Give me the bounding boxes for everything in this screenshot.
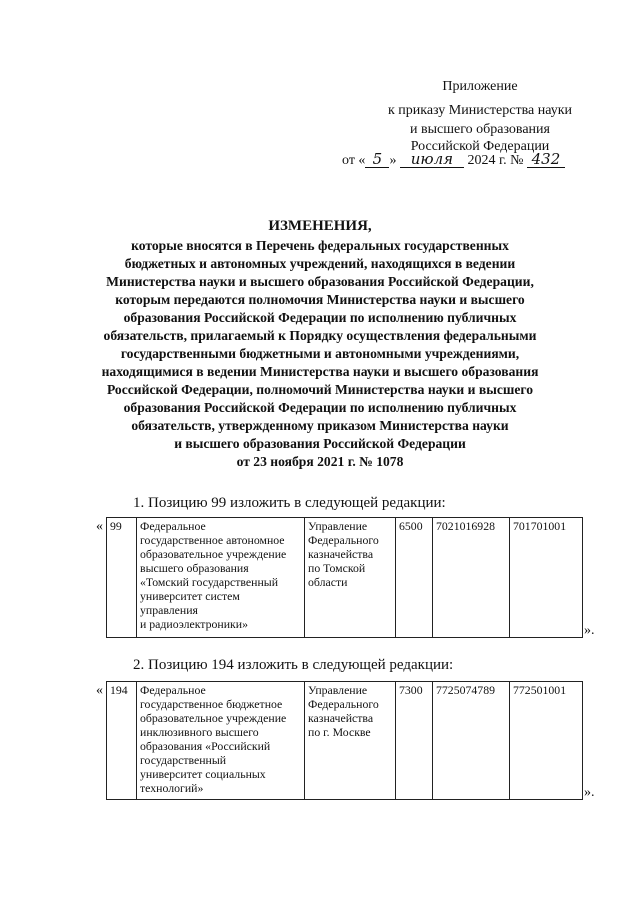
cell-kpp: 701701001	[510, 518, 583, 638]
name-line: университет социальных	[140, 767, 266, 781]
cell-institution-name	[137, 682, 305, 800]
handwritten-day: 5	[365, 151, 389, 168]
item-2-table	[106, 681, 583, 800]
appendix-ministry-line: и высшего образования	[410, 122, 550, 137]
item-2-heading: 2. Позицию 194 изложить в следующей редакции:	[133, 657, 454, 673]
subtitle-line: Министерства науки и высшего образования Российской Федерации,	[106, 274, 534, 289]
name-line: инклюзивного высшего	[140, 725, 259, 739]
cell-treasury-code: 7300	[396, 682, 433, 800]
cell-treasury	[305, 682, 396, 800]
name-line: образовательное учреждение	[140, 547, 287, 561]
appendix-order-line: к приказу Министерства науки	[387, 103, 573, 118]
cell-inn: 7725074789	[433, 682, 510, 800]
cell-treasury	[305, 518, 396, 638]
item-2-close-quote: ».	[584, 785, 595, 800]
treasury-line: казначейства	[308, 711, 374, 725]
subtitle-line: которым передаются полномочия Министерства науки и высшего	[115, 292, 525, 307]
appendix-title: Приложение	[442, 79, 518, 94]
appendix-country-line: Российской Федерации	[410, 139, 550, 154]
name-line: «Томский государственный	[140, 575, 279, 589]
cell-position-number: 194	[107, 682, 137, 800]
treasury-line: по г. Москве	[308, 725, 371, 739]
subtitle-line: Российской Федерации, полномочий Министерства науки и высшего	[106, 382, 534, 397]
handwritten-month: июля	[400, 151, 464, 168]
date-year-number: 2024 г. №	[467, 153, 524, 168]
name-line: управления	[140, 603, 198, 617]
cell-inn: 7021016928	[433, 518, 510, 638]
subtitle-line: образования Российской Федерации по исполнению публичных	[123, 310, 517, 325]
subtitle-line: которые вносятся в Перечень федеральных государственных	[131, 238, 509, 253]
treasury-line: Федерального	[308, 533, 379, 547]
treasury-line: казначейства	[308, 547, 374, 561]
subtitle-line: обязательств, утвержденному приказом Министерства науки	[131, 418, 509, 433]
date-prefix: от «	[342, 153, 366, 168]
handwritten-order-number: 432	[527, 151, 565, 168]
document-title: ИЗМЕНЕНИЯ,	[268, 218, 372, 234]
subtitle-line: государственными бюджетными и автономными учреждениями,	[120, 346, 520, 361]
name-line: образования «Российский	[140, 739, 271, 753]
treasury-line: Федерального	[308, 697, 379, 711]
item-1-table	[106, 517, 583, 638]
name-line: технологий»	[140, 781, 204, 795]
treasury-line: по Томской	[308, 561, 366, 575]
treasury-line: Управление	[308, 683, 368, 697]
table-row	[107, 518, 583, 638]
name-line: университет систем	[140, 589, 240, 603]
table-row	[107, 682, 583, 800]
cell-kpp: 772501001	[510, 682, 583, 800]
name-line: государственный	[140, 753, 227, 767]
cell-position-number: 99	[107, 518, 137, 638]
appendix-date-line	[342, 151, 612, 169]
treasury-line: Управление	[308, 519, 368, 533]
name-line: и радиоэлектроники»	[140, 617, 248, 631]
item-1-open-quote: «	[96, 519, 103, 534]
date-mid: »	[389, 153, 397, 168]
item-2-open-quote: «	[96, 683, 103, 698]
name-line: Федеральное	[140, 683, 206, 697]
treasury-line: области	[308, 575, 348, 589]
cell-institution-name	[137, 518, 305, 638]
subtitle-line: бюджетных и автономных учреждений, находящихся в ведении	[124, 256, 516, 271]
name-line: высшего образования	[140, 561, 249, 575]
subtitle-line: находящимися в ведении Министерства науки и высшего образования	[101, 364, 539, 379]
name-line: государственное бюджетное	[140, 697, 283, 711]
name-line: Федеральное	[140, 519, 206, 533]
cell-treasury-code: 6500	[396, 518, 433, 638]
name-line: образовательное учреждение	[140, 711, 287, 725]
subtitle-line: и высшего образования Российской Федерации	[174, 436, 466, 451]
item-1-heading: 1. Позицию 99 изложить в следующей редакции:	[133, 495, 446, 511]
subtitle-line: от 23 ноября 2021 г. № 1078	[236, 454, 404, 469]
subtitle-line: образования Российской Федерации по исполнению публичных	[123, 400, 517, 415]
name-line: государственное автономное	[140, 533, 285, 547]
subtitle-line: обязательств, прилагаемый к Порядку осуществления федеральными	[103, 328, 537, 343]
item-1-close-quote: ».	[584, 623, 595, 638]
